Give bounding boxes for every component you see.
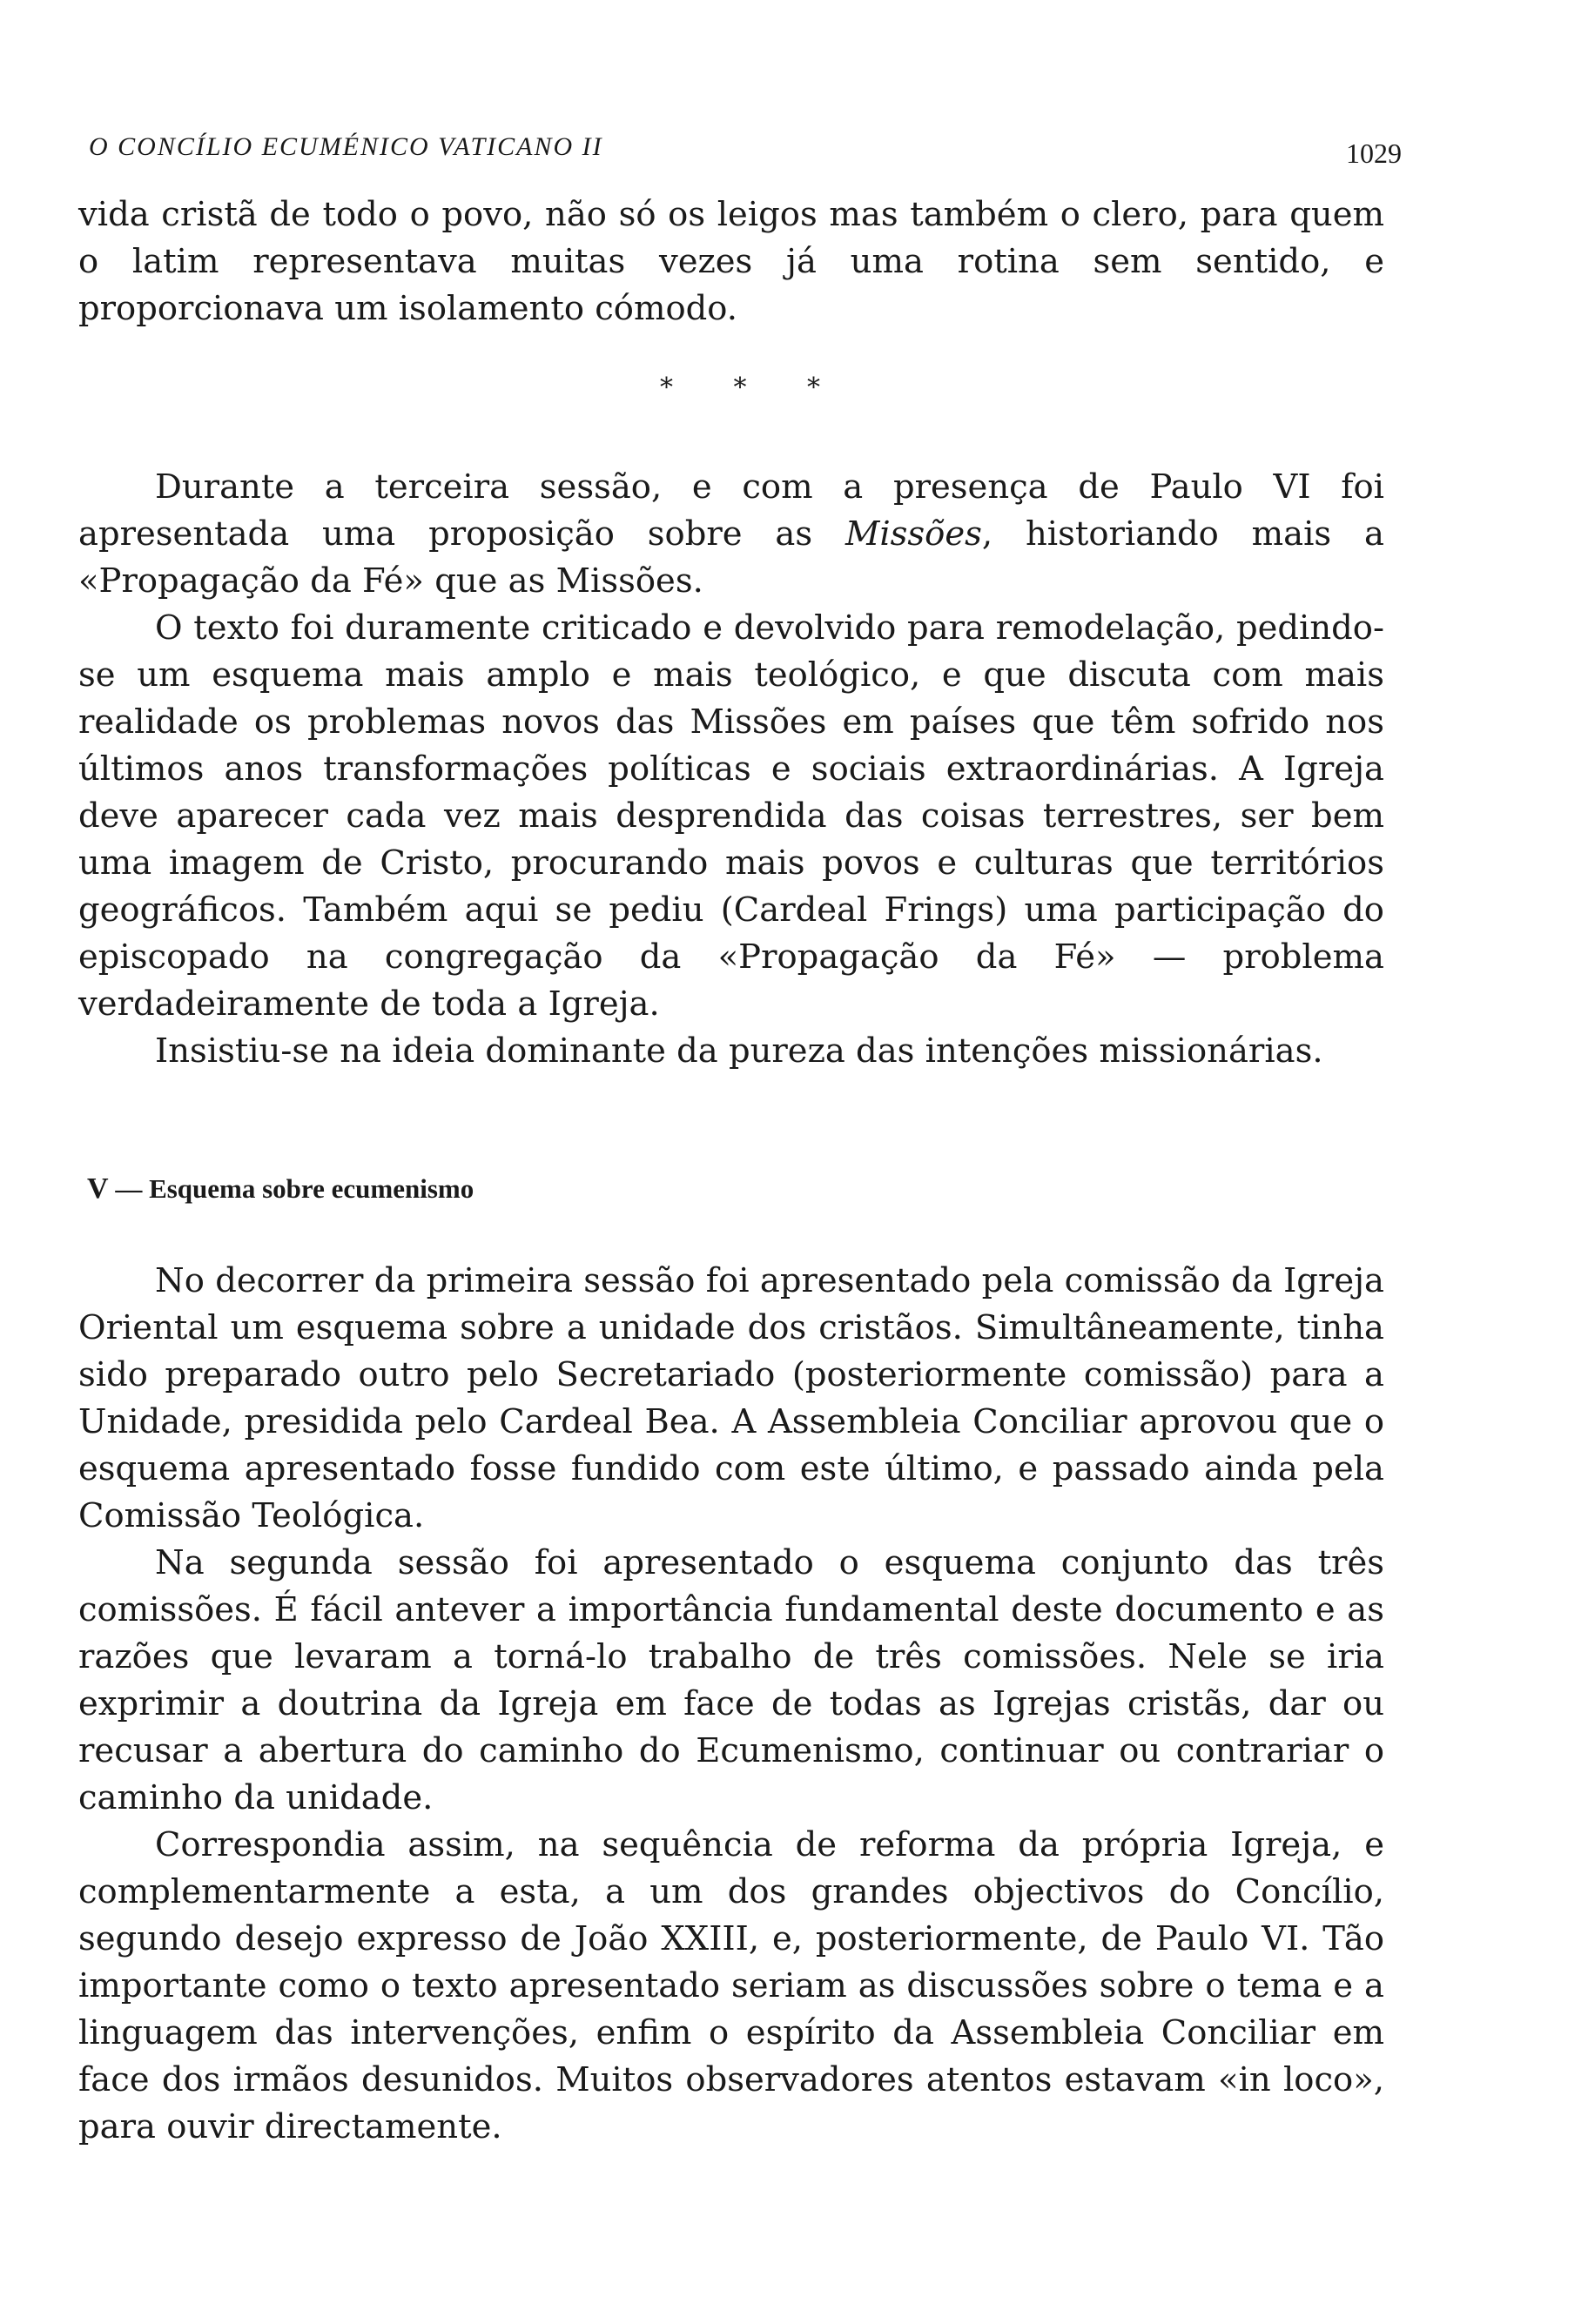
paragraph-continuation: vida cristã de todo o povo, não só os leigos mas também o clero, para quem o latim representava muitas vezes já uma rotina sem sentido, e proporcionava um isolamento cómodo. <box>78 195 1384 328</box>
running-title: O CONCÍLIO ECUMÉNICO VATICANO II <box>89 132 603 161</box>
paragraph-ecumenismo-1: No decorrer da primeira sessão foi apresentado pela comissão da Igreja Oriental um esquema sobre a unidade dos cristãos. Simultâneamente, tinha sido preparado outro pelo Secretariado (posteriormente comissão) para a Unidade, presidida pelo Cardeal Bea. A Assembleia Conciliar aprovou que o esquema apresentado fosse fundido com este último, e passado ainda pela Comissão Teológica. <box>78 1261 1384 1535</box>
section-numeral: V <box>87 1172 109 1205</box>
section-dash: — <box>108 1173 150 1204</box>
paragraph-ecumenismo-3: Correspondia assim, na sequência de reforma da própria Igreja, e complementarmente a esta, a um dos grandes objectivos do Concílio, segundo desejo expresso de João XXIII, e, posteriormente, de Paulo VI. Tão importante como o texto apresentado seriam as discussões sobre o tema e a linguagem das intervenções, enfim o espírito da Assembleia Conciliar em face dos irmãos desunidos. Muitos observadores atentos estavam «in loco», para ouvir directamente. <box>78 1825 1384 2146</box>
page-number: 1029 <box>1346 138 1402 169</box>
italic-term: Missões <box>844 514 982 554</box>
text-run: Durante a terceira sessão, e com a presença de Paulo VI foi apresentada uma proposição sobre as <box>78 467 1384 554</box>
paragraph-missoes-2: O texto foi duramente criticado e devolvido para remodelação, pedindo-se um esquema mais amplo e mais teológico, e que discuta com mais realidade os problemas novos das Missões em países que têm sofrido nos últimos anos transformações políticas e sociais extraordinárias. A Igreja deve aparecer cada vez mais desprendida das coisas terrestres, ser bem uma imagem de Cristo, procurando mais povos e culturas que territórios geográficos. Também aqui se pediu (Cardeal Frings) uma participação do episcopado na congregação da «Propagação da Fé» — problema verdadeiramente de toda a Igreja. <box>78 608 1384 1024</box>
section-separator: * * * <box>659 373 847 403</box>
section-heading <box>87 1172 1384 1206</box>
book-page <box>78 122 1402 2151</box>
section-title: Esquema sobre ecumenismo <box>149 1173 474 1204</box>
text-run: , historiando mais a «Propagação da Fé» que as Missões. <box>78 514 1384 601</box>
running-header <box>78 122 1402 174</box>
paragraph-missoes-3: Insistiu-se na ideia dominante da pureza das intenções missionárias. <box>155 1031 1323 1071</box>
paragraph-missoes-1 <box>78 464 1384 605</box>
paragraph-ecumenismo-2: Na segunda sessão foi apresentado o esquema conjunto das três comissões. É fácil antever a importância fundamental deste documento e as razões que levaram a torná-lo trabalho de três comissões. Nele se iria exprimir a doutrina da Igreja em face de todas as Igrejas cristãs, dar ou recusar a abertura do caminho do Ecumenismo, continuar ou contrariar o caminho da unidade. <box>78 1543 1384 1817</box>
